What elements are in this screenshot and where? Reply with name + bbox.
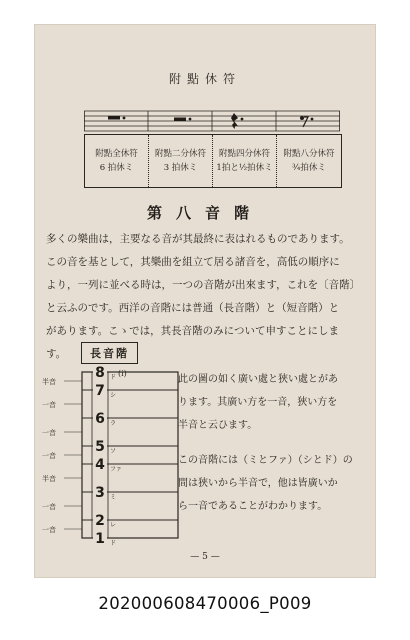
book-page — [34, 24, 376, 578]
solfege-syllable: レ — [110, 522, 117, 529]
explanation-line: 間は狹いから半音で，他は皆廣いか — [178, 478, 338, 489]
rest-section-title: 附點休符 — [168, 72, 241, 86]
page-number: — 5 — — [190, 552, 220, 562]
scale-degree-number: 5 — [95, 439, 105, 455]
paragraph-line: と云ふのです。西洋の音階には普通（長音階）と（短音階）と — [46, 302, 340, 314]
solfege-syllable: ド — [110, 540, 117, 547]
solfege-syllable: ド — [110, 374, 117, 381]
scale-ladder-figure — [34, 362, 184, 552]
paragraph-line: この音を基として，其樂曲を組立て居る諸音を，高低の順序に — [46, 256, 340, 268]
rest-cell — [277, 135, 341, 187]
step-label: 半音 — [42, 378, 56, 386]
step-label: 一音 — [42, 503, 56, 511]
solfege-syllable: ミ — [110, 494, 117, 501]
scale-degree-number: 1 — [95, 531, 105, 547]
step-label: 一音 — [42, 429, 56, 437]
scale-degree-number: 2 — [95, 513, 105, 529]
step-label: 一音 — [42, 526, 56, 534]
scale-degree-number: 3 — [95, 485, 105, 501]
solfege-syllable: シ — [110, 392, 117, 399]
rest-cell-name: 附點八分休符 — [283, 149, 335, 159]
rest-cell-value: 6 拍休ミ — [99, 163, 134, 173]
step-label: 半音 — [42, 475, 56, 483]
scale-degree-number: 6 — [95, 411, 105, 427]
solfege-syllable: ラ — [110, 420, 117, 427]
spacer — [178, 437, 364, 449]
rest-cell — [85, 135, 149, 187]
scale-degree-number: 4 — [95, 457, 105, 473]
solfege-syllable: ソ — [110, 448, 117, 455]
rest-staff — [84, 108, 340, 132]
rest-cell — [149, 135, 213, 187]
chapter-title: 第八音階 — [146, 204, 263, 222]
explanation-line: ら一音であることがわかります。 — [178, 501, 328, 512]
rest-cell-value: ¾拍休ミ — [292, 163, 326, 173]
image-caption: 202000608470006_P009 — [98, 594, 312, 613]
rest-cell-name: 附點全休符 — [95, 149, 138, 159]
major-scale-title: 長音階 — [81, 342, 138, 364]
step-label: 一音 — [42, 401, 56, 409]
rest-cell-name: 附點四分休符 — [218, 149, 270, 159]
scale-degree-number: 7 — [95, 383, 105, 399]
rest-cell-value: 1拍と½拍休ミ — [216, 163, 273, 173]
explanation-line: 半音と云ひます。 — [178, 420, 258, 431]
rest-cell-value: 3 拍休ミ — [163, 163, 198, 173]
explanation-line: 此の圖の如く廣い處と狹い處とがあ — [178, 374, 338, 385]
scale-degree-number: 8 — [95, 365, 105, 381]
step-label: 一音 — [42, 452, 56, 460]
scale-explanation — [178, 368, 364, 518]
explanation-line: ります。其廣い方を一音，狹い方を — [178, 397, 338, 408]
octave-mark: (i) — [118, 369, 127, 378]
paragraph-line: 多くの樂曲は，主要なる音が其最終に表はれるものであります。 — [46, 233, 350, 245]
rest-cell-name: 附點二分休符 — [154, 149, 206, 159]
major-scale-ladder — [34, 362, 184, 552]
rest-table — [84, 134, 342, 188]
paragraph-line: より，一列に並べる時は，一つの音階が出來ます，これを〔音階〕 — [46, 279, 361, 291]
explanation-line: この音階には（ミとファ）（シとド）の — [178, 455, 353, 466]
rest-cell — [213, 135, 277, 187]
paragraph-line: す。 — [46, 348, 67, 360]
solfege-syllable: ファ — [110, 466, 122, 473]
paragraph-line: があります。こゝでは，其長音階のみについて申すことにしま — [46, 325, 339, 337]
